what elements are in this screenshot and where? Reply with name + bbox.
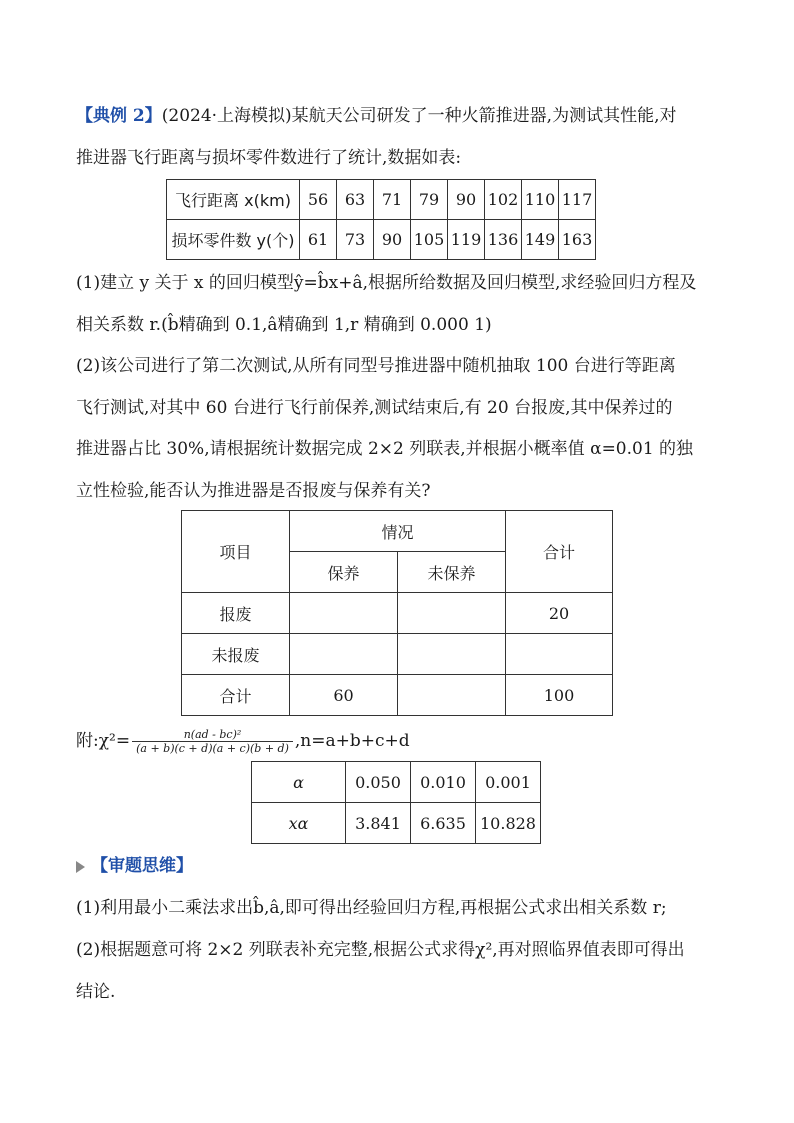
question-1-line-2: 相关系数 r.(b̂精确到 0.1,â精确到 1,r 精确到 0.000 1) bbox=[76, 315, 492, 335]
table-cell: 100 bbox=[506, 675, 613, 716]
header-situation: 情况 bbox=[290, 511, 506, 552]
table-cell: 136 bbox=[485, 220, 522, 260]
formula-suffix: ,n=a+b+c+d bbox=[294, 731, 410, 751]
table-cell: 119 bbox=[448, 220, 485, 260]
table-cell bbox=[290, 593, 398, 634]
triangle-bullet-icon bbox=[76, 861, 85, 873]
thinking-line-3: 结论. bbox=[76, 982, 116, 1002]
formula-line bbox=[76, 728, 410, 755]
table-cell: 6.635 bbox=[411, 803, 476, 844]
formula-prefix: 附:χ²= bbox=[76, 731, 131, 751]
table-cell bbox=[398, 675, 506, 716]
distance-damage-table bbox=[166, 179, 596, 260]
table-cell bbox=[398, 593, 506, 634]
table-cell bbox=[290, 634, 398, 675]
table-cell: 149 bbox=[522, 220, 559, 260]
formula-denominator: (a + b)(c + d)(a + c)(b + d) bbox=[136, 742, 289, 755]
table-cell: 90 bbox=[448, 180, 485, 220]
table-row bbox=[182, 511, 613, 552]
table-cell: 110 bbox=[522, 180, 559, 220]
table-cell: 163 bbox=[559, 220, 596, 260]
table-cell: 71 bbox=[374, 180, 411, 220]
row-label-alpha: α bbox=[252, 762, 346, 803]
table-cell: 105 bbox=[411, 220, 448, 260]
thinking-title: 【审题思维】 bbox=[91, 856, 193, 876]
table-cell: 56 bbox=[300, 180, 337, 220]
row-label-x-alpha: xα bbox=[252, 803, 346, 844]
header-total: 合计 bbox=[506, 511, 613, 593]
table-row bbox=[167, 180, 596, 220]
table-cell: 3.841 bbox=[346, 803, 411, 844]
table-cell: 63 bbox=[337, 180, 374, 220]
table-row bbox=[252, 762, 541, 803]
table-cell: 102 bbox=[485, 180, 522, 220]
table-row bbox=[182, 675, 613, 716]
table-cell: 73 bbox=[337, 220, 374, 260]
row-label: 报废 bbox=[182, 593, 290, 634]
thinking-line-1: (1)利用最小二乘法求出b̂,â,即可得出经验回归方程,再根据公式求出相关系数 r; bbox=[76, 898, 667, 918]
thinking-line-2: (2)根据题意可将 2×2 列联表补充完整,根据公式求得χ²,再对照临界值表即可得出 bbox=[76, 940, 685, 960]
header-item: 项目 bbox=[182, 511, 290, 593]
table-row bbox=[182, 593, 613, 634]
example-line-1 bbox=[76, 104, 677, 128]
table-row bbox=[167, 220, 596, 260]
formula-numerator: n(ad - bc)² bbox=[132, 728, 293, 742]
example-line-2: 推进器飞行距离与损坏零件数进行了统计,数据如表: bbox=[76, 148, 462, 168]
table-cell: 20 bbox=[506, 593, 613, 634]
question-1-line-1: (1)建立 y 关于 x 的回归模型ŷ=b̂x+â,根据所给数据及回归模型,求经验回归方程及 bbox=[76, 273, 697, 293]
table-cell: 61 bbox=[300, 220, 337, 260]
row-label: 合计 bbox=[182, 675, 290, 716]
question-2-line-4: 立性检验,能否认为推进器是否报废与保养有关? bbox=[76, 481, 431, 501]
critical-value-table bbox=[251, 761, 541, 844]
table-row bbox=[252, 803, 541, 844]
table-cell: 0.010 bbox=[411, 762, 476, 803]
row-label-distance: 飞行距离 x(km) bbox=[167, 180, 300, 220]
question-2-line-3: 推进器占比 30%,请根据统计数据完成 2×2 列联表,并根据小概率值 α=0.01 的独 bbox=[76, 439, 694, 459]
table-cell: 117 bbox=[559, 180, 596, 220]
table-cell: 0.050 bbox=[346, 762, 411, 803]
header-maintained: 保养 bbox=[290, 552, 398, 593]
table-row bbox=[182, 634, 613, 675]
header-unmaintained: 未保养 bbox=[398, 552, 506, 593]
thinking-heading bbox=[76, 854, 193, 878]
row-label-damage: 损坏零件数 y(个) bbox=[167, 220, 300, 260]
example-text-1: (2024·上海模拟)某航天公司研发了一种火箭推进器,为测试其性能,对 bbox=[161, 106, 677, 126]
contingency-table bbox=[181, 510, 613, 716]
table-cell: 79 bbox=[411, 180, 448, 220]
question-2-line-2: 飞行测试,对其中 60 台进行飞行前保养,测试结束后,有 20 台报废,其中保养过的 bbox=[76, 398, 673, 418]
formula-fraction bbox=[132, 728, 293, 755]
table-cell: 60 bbox=[290, 675, 398, 716]
question-2-line-1: (2)该公司进行了第二次测试,从所有同型号推进器中随机抽取 100 台进行等距离 bbox=[76, 356, 676, 376]
table-cell: 0.001 bbox=[476, 762, 541, 803]
row-label: 未报废 bbox=[182, 634, 290, 675]
table-cell: 90 bbox=[374, 220, 411, 260]
table-cell bbox=[506, 634, 613, 675]
table-cell: 10.828 bbox=[476, 803, 541, 844]
table-cell bbox=[398, 634, 506, 675]
example-tag: 【典例 2】 bbox=[76, 106, 162, 126]
